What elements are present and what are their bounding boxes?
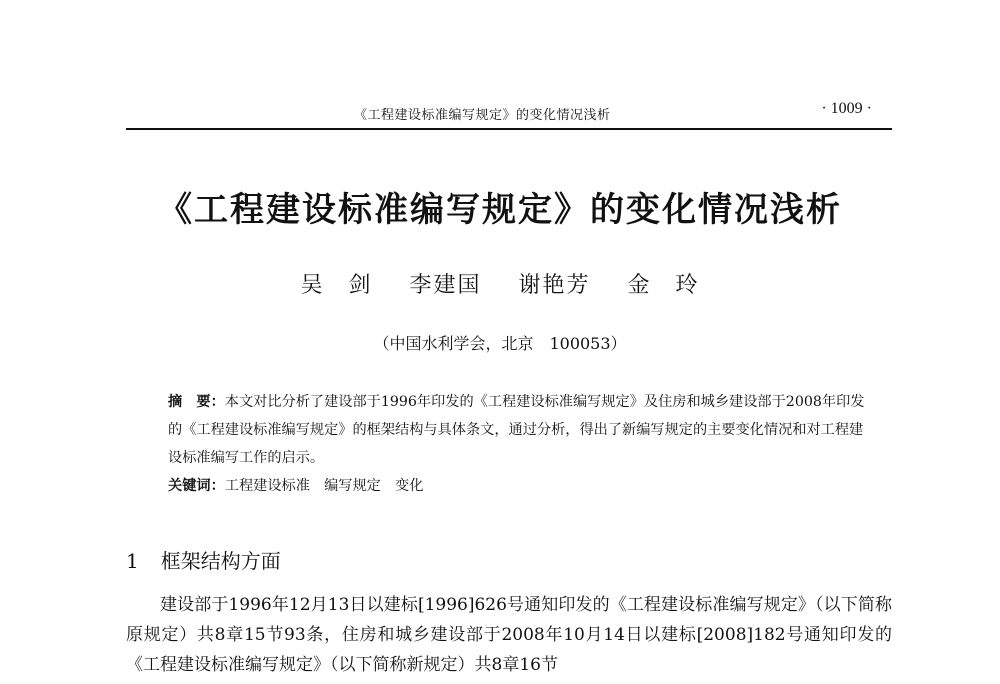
- abstract-block: [168, 388, 868, 500]
- section-number: 1: [126, 549, 139, 573]
- abstract-label: 摘 要：: [168, 394, 225, 410]
- keywords-text: 工程建设标准 编写规定 变化: [224, 478, 424, 494]
- abstract: [168, 388, 868, 472]
- running-header: [126, 96, 892, 126]
- article-title: 《工程建设标准编写规定》的变化情况浅析: [158, 190, 842, 230]
- author: 金 玲: [627, 273, 700, 298]
- section-heading: [126, 545, 281, 574]
- header-rule: [126, 128, 892, 130]
- paragraph: 建设部于1996年12月13日以建标[1996]626号通知印发的《工程建设标准编写规定》（以下简称原规定）共8章15节93条，住房和城乡建设部于2008年10月14日以建标[2008]182号通知印发的《工程建设标准编写规定》（以下简称新规定）共8章16节: [126, 595, 892, 675]
- keywords: [168, 472, 868, 500]
- author: 吴 剑: [300, 273, 373, 298]
- body-text: [126, 590, 892, 680]
- author: 李建国: [409, 273, 482, 298]
- keywords-label: 关键词：: [168, 478, 225, 494]
- author: 谢艳芳: [518, 273, 591, 298]
- running-title: 《工程建设标准编写规定》的变化情况浅析: [354, 108, 611, 123]
- affiliation: （中国水利学会，北京 100053）: [373, 334, 627, 353]
- author-list: [0, 268, 1000, 299]
- page-number: · 1009 ·: [821, 100, 872, 117]
- abstract-text: 本文对比分析了建设部于1996年印发的《工程建设标准编写规定》及住房和城乡建设部于2008年印发的《工程建设标准编写规定》的框架结构与具体条文，通过分析，得出了新编写规定的主要变化情况和对工程建设标准编写工作的启示。: [168, 394, 865, 466]
- section-title: 框架结构方面: [160, 549, 281, 573]
